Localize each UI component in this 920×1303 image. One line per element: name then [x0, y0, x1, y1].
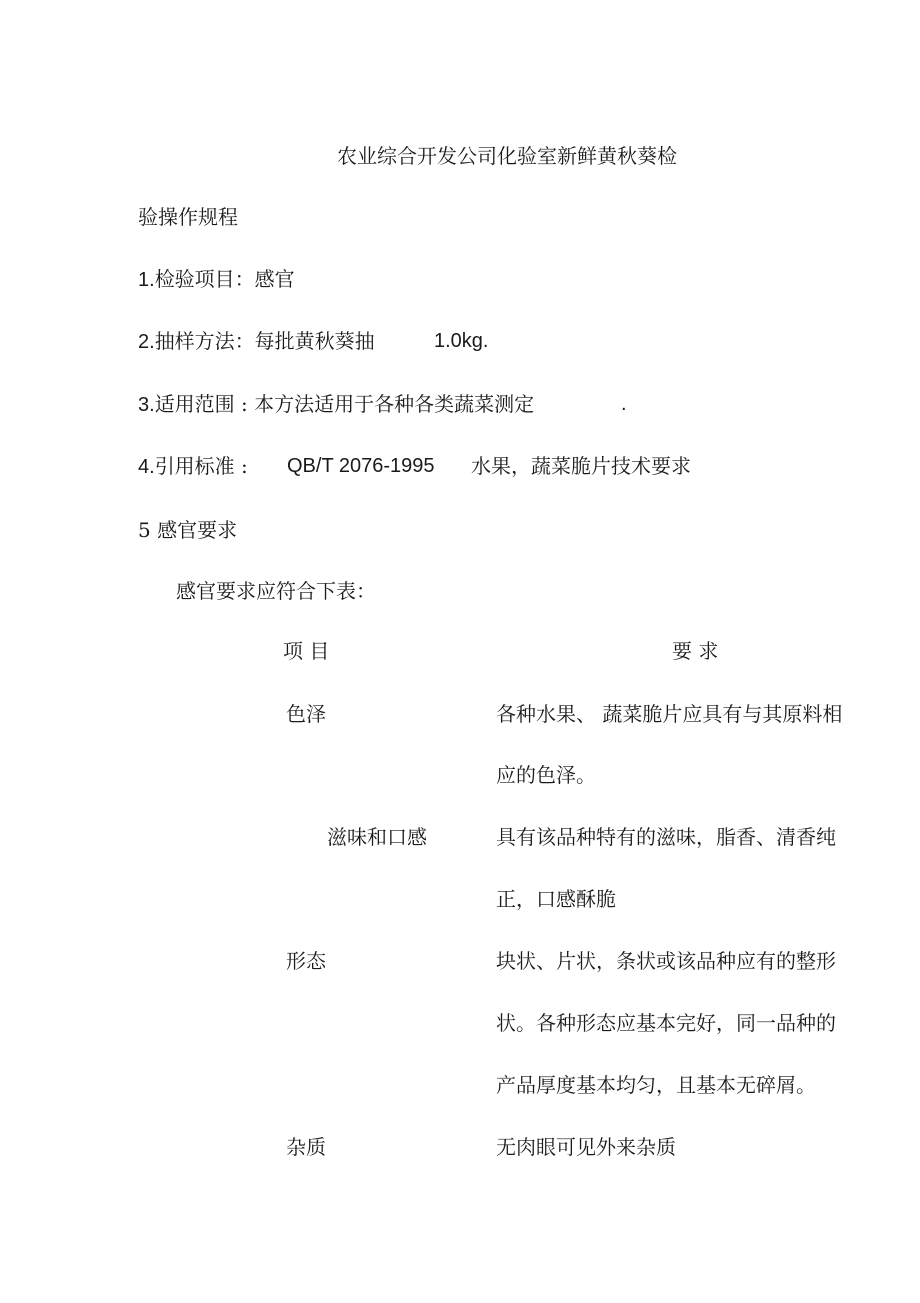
item-5: 5 感官要求: [138, 518, 238, 542]
table-row-4-item: 杂质: [286, 1135, 326, 1159]
item-4-code: QB/T 2076-1995: [287, 455, 435, 477]
item-1: [138, 267, 295, 292]
table-row-2-item: 滋味和口感: [327, 825, 427, 849]
table-row-1-item: 色泽: [286, 702, 326, 726]
table-row-4-line-1: 无肉眼可见外来杂质: [496, 1135, 676, 1159]
item-4-name: 水果，蔬菜脆片技术要求: [471, 454, 691, 478]
table-row-3-item: 形态: [286, 949, 326, 973]
item-3-end: .: [621, 393, 627, 415]
table-row-1-line-1: 各种水果、 蔬菜脆片应具有与其原料相: [496, 702, 843, 726]
table-header-requirement: 要 求: [672, 639, 719, 663]
item-4-text: 引用标准 :: [154, 454, 248, 478]
table-intro: 感官要求应符合下表：: [176, 579, 376, 603]
item-1-prefix: 1.: [138, 269, 155, 291]
table-row-1-line-2: 应的色泽。: [496, 763, 596, 787]
item-3-prefix: 3.: [138, 394, 155, 416]
item-2-prefix: 2.: [138, 331, 155, 353]
item-4: [138, 454, 248, 479]
table-row-2-line-1: 具有该品种特有的滋味，脂香、清香纯: [496, 825, 836, 849]
item-3-text: 适用范围 : 本方法适用于各种各类蔬菜测定: [154, 392, 535, 416]
document-title-line2: 验操作规程: [138, 205, 238, 229]
table-row-3-line-3: 产品厚度基本均匀，且基本无碎屑。: [496, 1073, 816, 1097]
table-header-item: 项 目: [283, 639, 330, 663]
table-row-3-line-1: 块状、片状，条状或该品种应有的整形: [496, 949, 836, 973]
table-row-3-line-2: 状。各种形态应基本完好，同一品种的: [496, 1011, 836, 1035]
item-2: [138, 329, 375, 354]
item-4-prefix: 4.: [138, 456, 155, 478]
item-1-text: 检验项目：感官: [154, 267, 295, 291]
item-2-value: 1.0kg.: [434, 330, 489, 352]
table-row-2-line-2: 正，口感酥脆: [496, 887, 616, 911]
item-3: [138, 392, 534, 417]
document-title-line1: 农业综合开发公司化验室新鲜黄秋葵检: [337, 144, 677, 168]
item-2-text: 抽样方法：每批黄秋葵抽: [154, 329, 375, 353]
